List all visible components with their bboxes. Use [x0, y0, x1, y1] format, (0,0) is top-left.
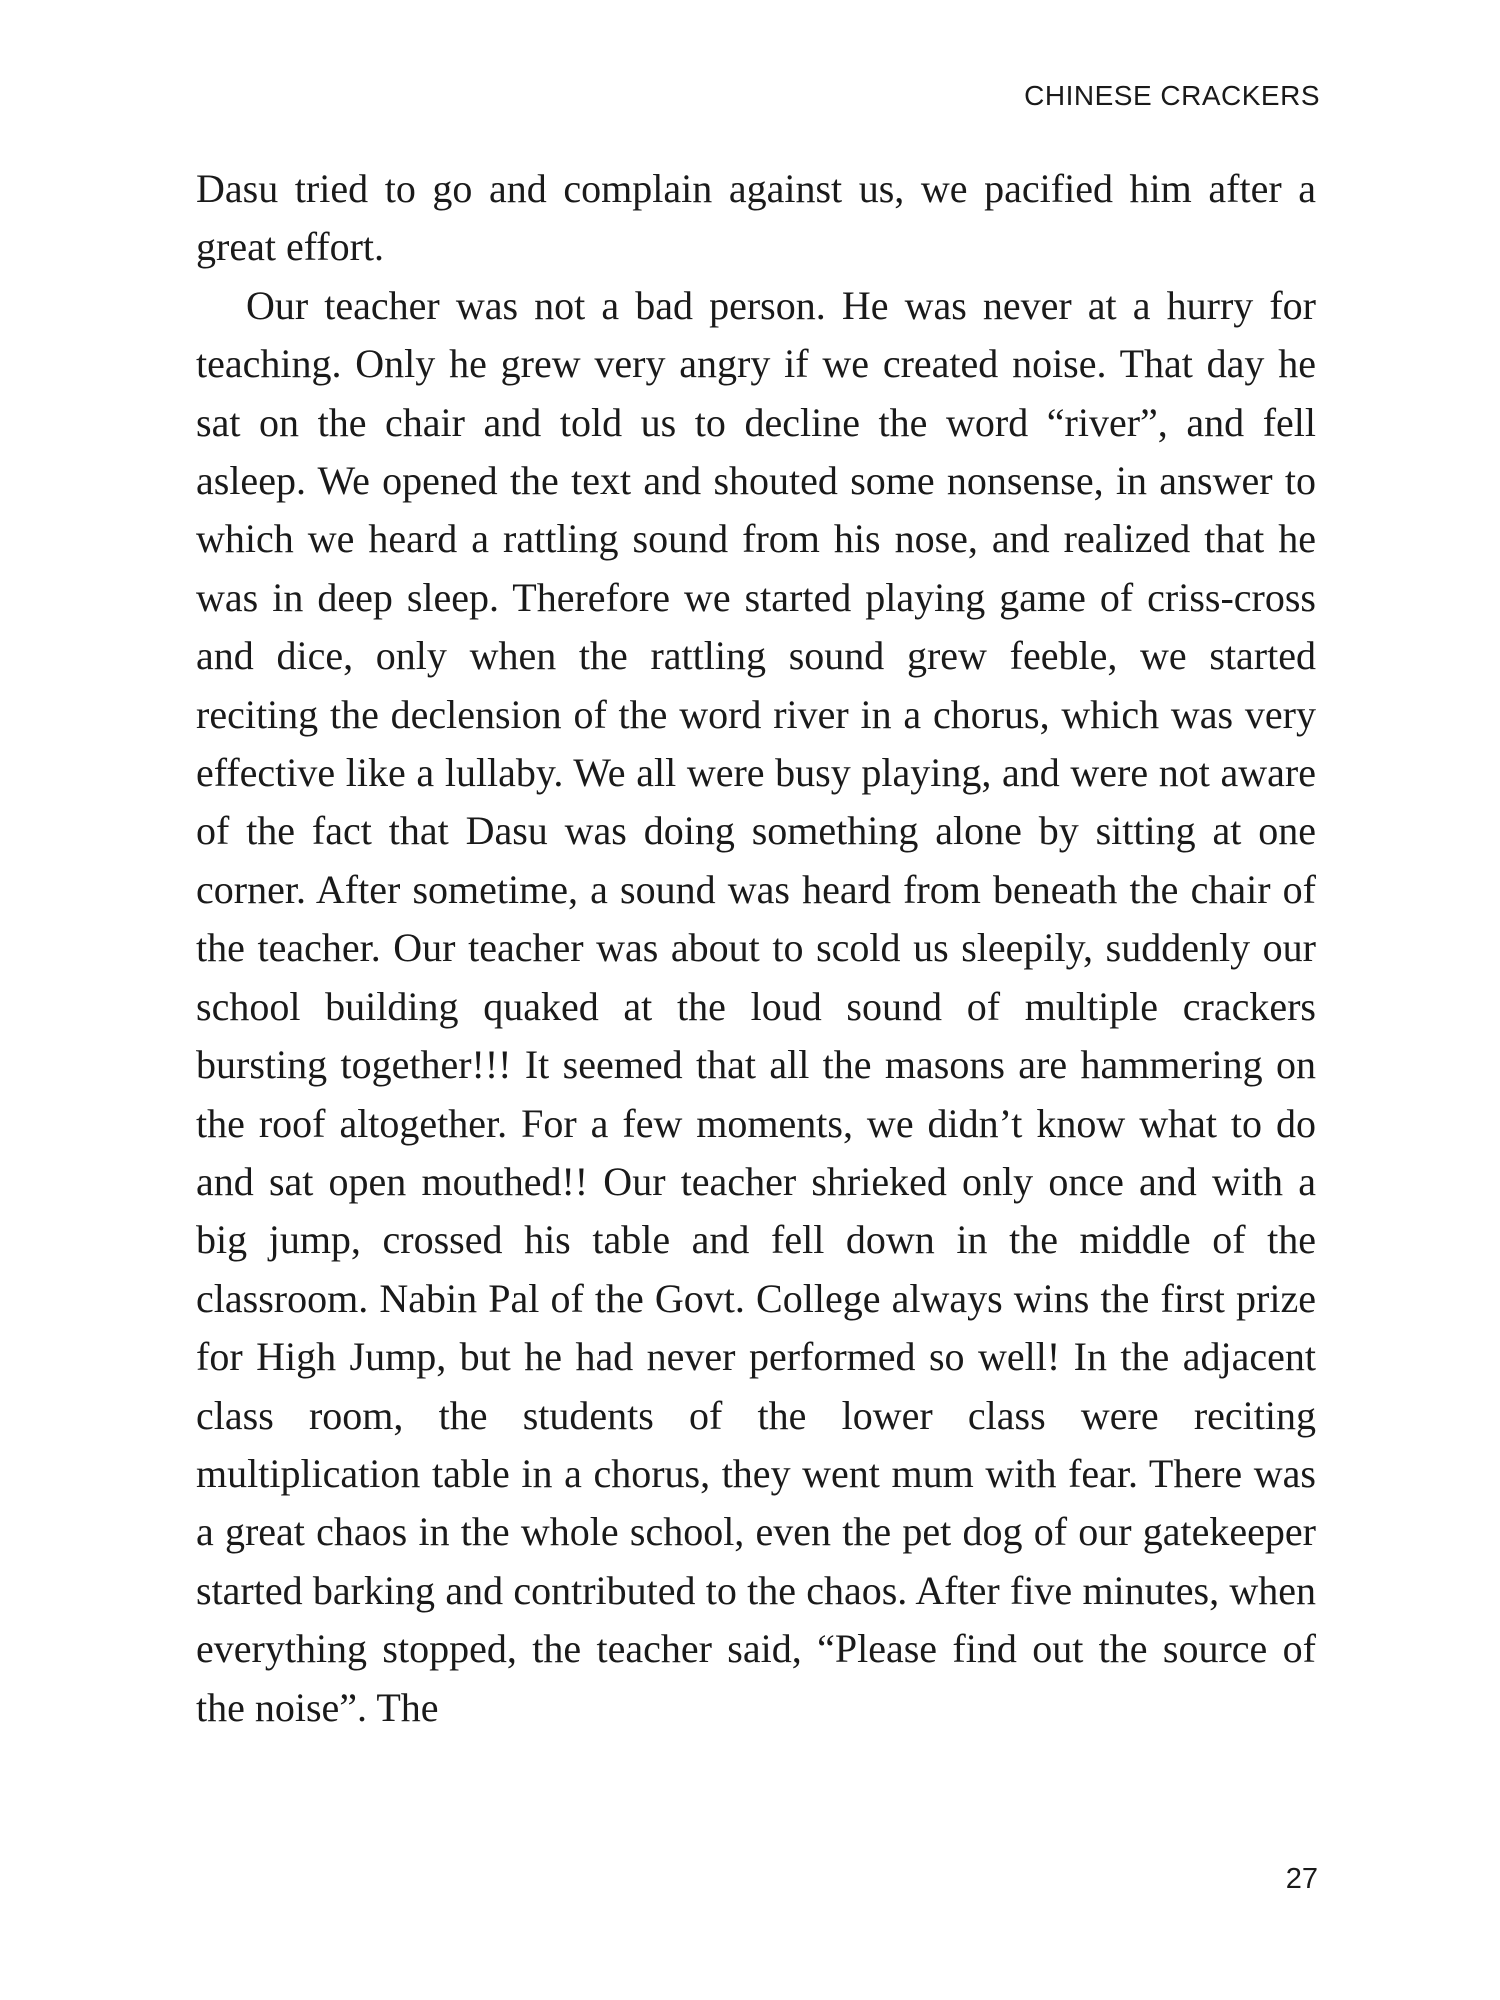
page-number: 27 — [1285, 1863, 1318, 1895]
running-header: CHINESE CRACKERS — [1024, 80, 1320, 111]
paragraph-teacher-story: Our teacher was not a bad person. He was never at a hurry for teaching. Only he grew very angry if we created noise. That day he sat on the chair and told us to decline the word “river”, and fell asleep. We opened the text and shouted some nonsense, in answer to which we heard a rattling sound from his nose, and realized that he was in deep sleep. Therefore we started playing game of criss-cross and dice, only when the rattling sound grew feeble, we started reciting the declension of the word river in a chorus, which was very effective like a lullaby. We all were busy playing, and were not aware of the fact that Dasu was doing something alone by sitting at one corner. After sometime, a sound was heard from beneath the chair of the teacher. Our teacher was about to scold us sleepily, suddenly our school building quaked at the loud sound of multiple crackers bursting together!!! It seemed that all the masons are hammering on the roof altogether. For a few moments, we didn’t know what to do and sat open mouthed!! Our teacher shrieked only once and with a big jump, crossed his table and fell down in the middle of the classroom. Nabin Pal of the Govt. College always wins the first prize for High Jump, but he had never performed so well! In the adjacent class room, the students of the lower class were reciting multiplication table in a chorus, they went mum with fear. There was a great chaos in the whole school, even the pet dog of our gatekeeper started barking and contributed to the chaos. After five minutes, when everything stopped, the teacher said, “Please find out the source of the noise”. The — [196, 282, 1316, 1730]
body-text — [196, 160, 1316, 1737]
paragraph-continuation: Dasu tried to go and complain against us, we pacified him after a great effort. — [196, 166, 1316, 270]
